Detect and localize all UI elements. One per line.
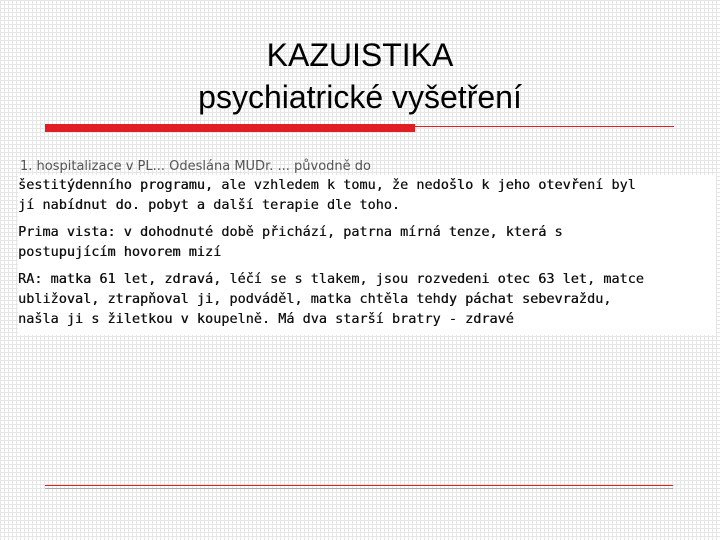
title-underline-thick bbox=[45, 124, 415, 132]
scan-line: postupujícím hovorem mizí bbox=[18, 244, 222, 260]
scan-line: šestitýdenního programu, ale vzhledem k tomu, že nedošlo k jeho otevření byl bbox=[18, 177, 636, 193]
paragraph-gap bbox=[18, 215, 716, 222]
scan-line: ubližoval, ztrapňoval ji, podváděl, matka chtěla tehdy páchat sebevraždu, bbox=[18, 291, 612, 307]
scanned-document bbox=[18, 175, 716, 335]
scan-line: Prima vista: v dohodnuté době přichází, patrna mírná tenze, která s bbox=[18, 224, 563, 240]
scan-line: jí nabídnut do. pobyt a další terapie dle toho. bbox=[18, 197, 401, 213]
title-line-2: psychiatrické vyšetření bbox=[198, 79, 522, 115]
footer-rule-red bbox=[45, 485, 673, 486]
scan-line: RA: matka 61 let, zdravá, léčí se s tlakem, jsou rozvedeni otec 63 let, matce bbox=[18, 271, 644, 287]
footer-rule-grey bbox=[45, 488, 673, 489]
paragraph-gap bbox=[18, 262, 716, 269]
title-line-1: KAZUISTIKA bbox=[266, 37, 454, 73]
title-underline-thin bbox=[415, 126, 674, 127]
slide-title bbox=[0, 34, 720, 118]
scan-line: našla ji s žiletkou v koupelně. Má dva starší bratry - zdravé bbox=[18, 311, 514, 327]
intro-text: 1. hospitalizace v PL... Odeslána MUDr. ... původně do bbox=[20, 159, 371, 174]
